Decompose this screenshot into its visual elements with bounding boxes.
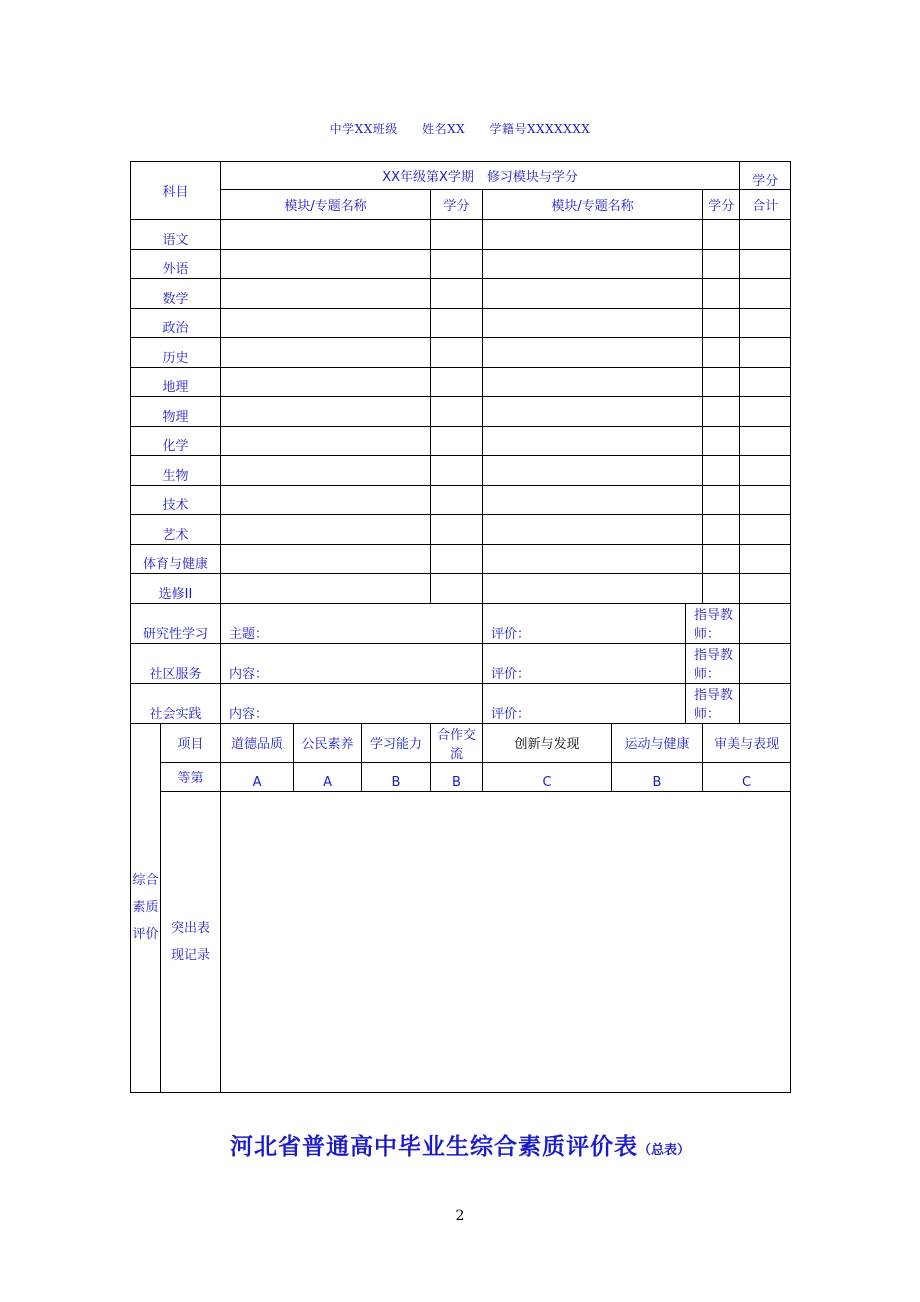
quality-items-row bbox=[131, 723, 791, 762]
module-cell-1[interactable] bbox=[221, 338, 431, 368]
activity-evaluation[interactable]: 评价： bbox=[483, 683, 686, 723]
total-credit-cell[interactable] bbox=[740, 220, 791, 250]
module-cell-1[interactable] bbox=[221, 308, 431, 338]
credit-cell-2[interactable] bbox=[703, 544, 740, 574]
credit-cell-1[interactable] bbox=[431, 397, 483, 427]
module-cell-1[interactable] bbox=[221, 249, 431, 279]
student-number: 学籍号XXXXXXX bbox=[489, 122, 591, 136]
subject-name: 技术 bbox=[131, 485, 221, 515]
item-label: 项目 bbox=[161, 723, 221, 762]
total-credit-cell[interactable] bbox=[740, 574, 791, 604]
subject-row bbox=[131, 308, 791, 338]
module-cell-1[interactable] bbox=[221, 397, 431, 427]
activity-name: 研究性学习 bbox=[131, 603, 221, 643]
credit-cell-1[interactable] bbox=[431, 456, 483, 486]
highlight-label: 突出表现记录 bbox=[161, 791, 221, 1092]
credit-header-1: 学分 bbox=[431, 190, 483, 220]
credit-cell-2[interactable] bbox=[703, 338, 740, 368]
module-cell-2[interactable] bbox=[483, 544, 703, 574]
highlight-record-area[interactable] bbox=[221, 791, 791, 1092]
quality-grade[interactable]: C bbox=[483, 762, 612, 791]
form-title-suffix: （总表） bbox=[637, 1143, 690, 1158]
credit-cell-2[interactable] bbox=[703, 485, 740, 515]
module-cell-2[interactable] bbox=[483, 426, 703, 456]
subject-row bbox=[131, 544, 791, 574]
quality-label: 综合素质评价 bbox=[131, 723, 161, 1092]
credit-cell-1[interactable] bbox=[431, 220, 483, 250]
quality-grades-row bbox=[131, 762, 791, 791]
subject-row bbox=[131, 515, 791, 545]
module-cell-2[interactable] bbox=[483, 367, 703, 397]
activity-row bbox=[131, 603, 791, 643]
module-cell-1[interactable] bbox=[221, 367, 431, 397]
activity-evaluation[interactable]: 评价： bbox=[483, 603, 686, 643]
quality-item: 道德品质 bbox=[221, 723, 294, 762]
module-cell-1[interactable] bbox=[221, 220, 431, 250]
total-credit-cell[interactable] bbox=[740, 515, 791, 545]
total-credit-cell[interactable] bbox=[740, 544, 791, 574]
module-cell-1[interactable] bbox=[221, 574, 431, 604]
module-cell-2[interactable] bbox=[483, 485, 703, 515]
total-credit-cell[interactable] bbox=[740, 279, 791, 309]
credit-cell-1[interactable] bbox=[431, 544, 483, 574]
credit-cell-2[interactable] bbox=[703, 220, 740, 250]
module-cell-2[interactable] bbox=[483, 308, 703, 338]
quality-item: 运动与健康 bbox=[612, 723, 703, 762]
subject-row bbox=[131, 279, 791, 309]
activity-evaluation[interactable]: 评价： bbox=[483, 643, 686, 683]
module-cell-1[interactable] bbox=[221, 485, 431, 515]
module-cell-2[interactable] bbox=[483, 574, 703, 604]
module-cell-2[interactable] bbox=[483, 338, 703, 368]
credit-cell-2[interactable] bbox=[703, 308, 740, 338]
total-credit-header-1: 学分 bbox=[740, 162, 791, 190]
highlight-row bbox=[131, 791, 791, 1092]
total-credit-cell[interactable] bbox=[740, 308, 791, 338]
activity-extra-cell[interactable] bbox=[740, 643, 791, 683]
subject-name: 物理 bbox=[131, 397, 221, 427]
subject-row bbox=[131, 249, 791, 279]
module-name-header-1: 模块/专题名称 bbox=[221, 190, 431, 220]
credit-cell-2[interactable] bbox=[703, 515, 740, 545]
module-cell-1[interactable] bbox=[221, 456, 431, 486]
quality-grade[interactable]: B bbox=[431, 762, 483, 791]
credit-cell-2[interactable] bbox=[703, 367, 740, 397]
subject-name: 政治 bbox=[131, 308, 221, 338]
total-credit-cell[interactable] bbox=[740, 338, 791, 368]
credit-cell-2[interactable] bbox=[703, 397, 740, 427]
credit-cell-1[interactable] bbox=[431, 515, 483, 545]
credit-cell-1[interactable] bbox=[431, 426, 483, 456]
total-credit-cell[interactable] bbox=[740, 456, 791, 486]
subject-name: 语文 bbox=[131, 220, 221, 250]
subject-row bbox=[131, 456, 791, 486]
subject-name: 化学 bbox=[131, 426, 221, 456]
subject-row bbox=[131, 574, 791, 604]
subject-header: 科目 bbox=[131, 162, 221, 220]
form-title bbox=[0, 1128, 920, 1161]
credit-cell-2[interactable] bbox=[703, 279, 740, 309]
quality-item: 公民素养 bbox=[294, 723, 362, 762]
module-cell-2[interactable] bbox=[483, 279, 703, 309]
grade-label: 等第 bbox=[161, 762, 221, 791]
subject-name: 外语 bbox=[131, 249, 221, 279]
subject-name: 地理 bbox=[131, 367, 221, 397]
activity-row bbox=[131, 683, 791, 723]
student-info-line bbox=[0, 120, 920, 137]
subject-row bbox=[131, 367, 791, 397]
school-class: 中学XX班级 bbox=[329, 122, 398, 136]
credit-cell-2[interactable] bbox=[703, 426, 740, 456]
activity-row bbox=[131, 643, 791, 683]
quality-item: 学习能力 bbox=[362, 723, 431, 762]
total-credit-header-2: 合计 bbox=[740, 190, 791, 220]
quality-item: 审美与表现 bbox=[703, 723, 791, 762]
module-cell-2[interactable] bbox=[483, 515, 703, 545]
total-credit-cell[interactable] bbox=[740, 367, 791, 397]
module-name-header-2: 模块/专题名称 bbox=[483, 190, 703, 220]
total-credit-cell[interactable] bbox=[740, 485, 791, 515]
module-cell-1[interactable] bbox=[221, 279, 431, 309]
semester-title: XX年级第X学期 修习模块与学分 bbox=[221, 162, 740, 190]
module-cell-1[interactable] bbox=[221, 544, 431, 574]
activity-field[interactable]: 内容： bbox=[221, 683, 483, 723]
credit-cell-1[interactable] bbox=[431, 279, 483, 309]
subject-row bbox=[131, 338, 791, 368]
activity-extra-cell[interactable] bbox=[740, 603, 791, 643]
subject-row bbox=[131, 426, 791, 456]
credit-cell-1[interactable] bbox=[431, 308, 483, 338]
credit-cell-1[interactable] bbox=[431, 249, 483, 279]
credit-cell-2[interactable] bbox=[703, 456, 740, 486]
activity-teacher[interactable]: 指导教师： bbox=[686, 603, 740, 643]
total-credit-cell[interactable] bbox=[740, 426, 791, 456]
page-number: 2 bbox=[455, 1208, 465, 1224]
activity-extra-cell[interactable] bbox=[740, 683, 791, 723]
module-cell-2[interactable] bbox=[483, 456, 703, 486]
activity-field[interactable]: 主题： bbox=[221, 603, 483, 643]
activity-field[interactable]: 内容： bbox=[221, 643, 483, 683]
total-credit-cell[interactable] bbox=[740, 397, 791, 427]
subject-name: 体育与健康 bbox=[131, 544, 221, 574]
subject-name: 选修II bbox=[131, 574, 221, 604]
credit-cell-2[interactable] bbox=[703, 249, 740, 279]
module-cell-1[interactable] bbox=[221, 426, 431, 456]
form-title-text: 河北省普通高中毕业生综合素质评价表 bbox=[229, 1134, 638, 1160]
quality-grade[interactable]: C bbox=[703, 762, 791, 791]
quality-grade[interactable]: B bbox=[612, 762, 703, 791]
module-cell-2[interactable] bbox=[483, 249, 703, 279]
credit-evaluation-table bbox=[130, 161, 791, 1093]
subject-row bbox=[131, 220, 791, 250]
quality-grade[interactable]: A bbox=[294, 762, 362, 791]
module-cell-2[interactable] bbox=[483, 397, 703, 427]
credit-cell-2[interactable] bbox=[703, 574, 740, 604]
credit-cell-1[interactable] bbox=[431, 367, 483, 397]
activity-teacher[interactable]: 指导教师： bbox=[686, 643, 740, 683]
subject-row bbox=[131, 397, 791, 427]
subject-name: 生物 bbox=[131, 456, 221, 486]
module-cell-2[interactable] bbox=[483, 220, 703, 250]
credit-cell-1[interactable] bbox=[431, 574, 483, 604]
total-credit-cell[interactable] bbox=[740, 249, 791, 279]
student-name: 姓名XX bbox=[422, 122, 466, 136]
subject-name: 艺术 bbox=[131, 515, 221, 545]
credit-cell-1[interactable] bbox=[431, 338, 483, 368]
credit-cell-1[interactable] bbox=[431, 485, 483, 515]
quality-item: 创新与发现 bbox=[483, 723, 612, 762]
activity-teacher[interactable]: 指导教师： bbox=[686, 683, 740, 723]
quality-item: 合作交流 bbox=[431, 723, 483, 762]
subject-name: 数学 bbox=[131, 279, 221, 309]
quality-grade[interactable]: A bbox=[221, 762, 294, 791]
subject-name: 历史 bbox=[131, 338, 221, 368]
credit-header-2: 学分 bbox=[703, 190, 740, 220]
module-cell-1[interactable] bbox=[221, 515, 431, 545]
subject-row bbox=[131, 485, 791, 515]
quality-grade[interactable]: B bbox=[362, 762, 431, 791]
activity-name: 社会实践 bbox=[131, 683, 221, 723]
activity-name: 社区服务 bbox=[131, 643, 221, 683]
